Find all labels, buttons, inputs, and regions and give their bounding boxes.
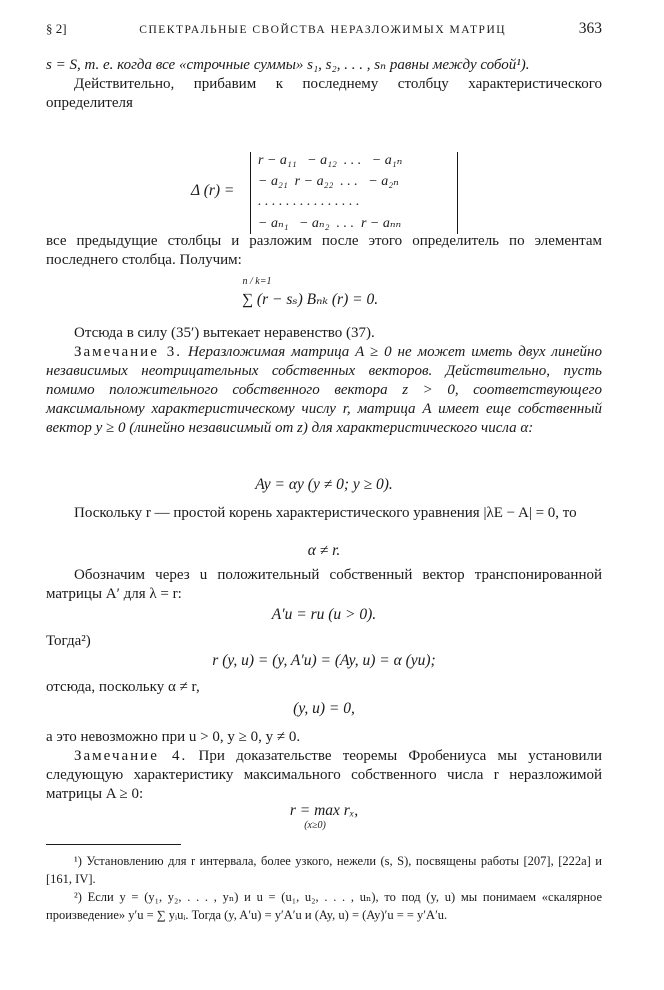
paragraph-5: Поскольку r — простой корень характеристического уравнения |λE − A| = 0, то [74,505,577,521]
running-header [46,20,602,46]
paragraph-6: Обозначим через u положительный собственный вектор транспонированной матрицы A′ для λ = r: [46,567,602,602]
section-marker: § 2] [46,21,67,36]
footnote-2: ²) Если y = (y₁, y₂, . . . , yₙ) и u = (u₁, u₂, . . . , uₙ), то под (y, u) мы понимаем «скалярное произведение» y′u = ∑ yᵢuᵢ. Тогда (y, A′u) = y′A′u и (Ay, u) = (Ay)′u = = y′A′u. [46,890,602,922]
footnotes [46,852,602,924]
text-block-5 [46,566,602,604]
formula-au: A′u = ru (u > 0). [271,606,377,623]
remark-4-text: При доказательстве теоремы Фробениуса мы установили следующую характеристику максимального собственного числа r неразложимой матрицы A ≥ 0: [46,748,602,802]
determinant-row: . . . . . . . . . . . . . . . [258,194,360,209]
max-subscript: (x≥0) [304,820,326,831]
formula-max: r = max rₓ, [289,802,359,819]
remark-4-label: Замечание 4. [74,748,188,764]
paragraph-9: а это невозможно при u > 0, y ≥ 0, y ≠ 0. [46,729,301,745]
footnote-separator [46,844,181,845]
text-line-1: s = S, т. е. когда все «строчные суммы» s₁, s₂, . . . , sₙ равны между собой¹). [46,57,530,73]
text-block-7 [46,678,602,697]
text-block-6 [46,632,602,651]
text-block-4 [46,504,602,523]
page-number: 363 [578,20,602,37]
remark-3-text: Неразложимая матрица A ≥ 0 не может иметь двух линейно независимых неотрицательных собственных векторов. Действительно, пусть помимо положительного собственного вектора z > 0, соответствующего максимальному характеристическому числу r, матрица A имеет еще собственный вектор y ≥ 0 (линейно независимый от z) для характеристического числа α: [46,344,602,436]
determinant-row: r − a₁₁ − a₁₂ . . . − a₁ₙ [258,153,403,168]
paragraph-8: отсюда, поскольку α ≠ r, [46,679,200,695]
paragraph-2: Действительно, прибавим к последнему столбцу характеристического определителя [46,76,602,111]
formula-ay: Ay = αy (y ≠ 0; y ≥ 0). [255,476,393,493]
sum-formula: ∑ (r − sₛ) Bₙₖ (r) = 0. [242,291,379,308]
formula-max-block [46,802,602,838]
formula-yu: (y, u) = 0, [293,700,355,717]
determinant-row: − aₙ₁ − aₙ₂ . . . r − aₙₙ [258,216,402,231]
sum-limits: n / k=1 [242,276,272,287]
determinant-left-bar [250,152,251,234]
remark-3-label: Замечание 3. [74,344,183,360]
formula-sum [46,276,602,322]
text-block-3 [46,324,602,438]
formula-alpha: α ≠ r. [307,542,341,559]
determinant-row: − a₂₁ r − a₂₂ . . . − a₂ₙ [258,174,399,189]
text-block-1 [46,56,602,113]
page [46,20,602,922]
determinant-lhs: Δ (r) = [191,182,235,199]
paragraph-4: Отсюда в силу (35′) вытекает неравенство (37). [74,325,375,341]
determinant [46,152,602,234]
determinant-right-bar [457,152,458,234]
formula-ryu: r (y, u) = (y, A′u) = (Ay, u) = α (yu); [212,652,436,669]
footnote-1: ¹) Установлению для r интервала, более узкого, нежели (s, S), посвящены работы [207], [222a] и [161, IV]. [46,854,602,886]
paragraph-3: все предыдущие столбцы и разложим после этого определитель по элементам последнего столбца. Получим: [46,233,602,268]
paragraph-7: Тогда²) [46,633,91,649]
text-block-2 [46,232,602,270]
text-block-8 [46,728,602,804]
running-title: СПЕКТРАЛЬНЫЕ СВОЙСТВА НЕРАЗЛОЖИМЫХ МАТРИЦ [139,24,507,36]
